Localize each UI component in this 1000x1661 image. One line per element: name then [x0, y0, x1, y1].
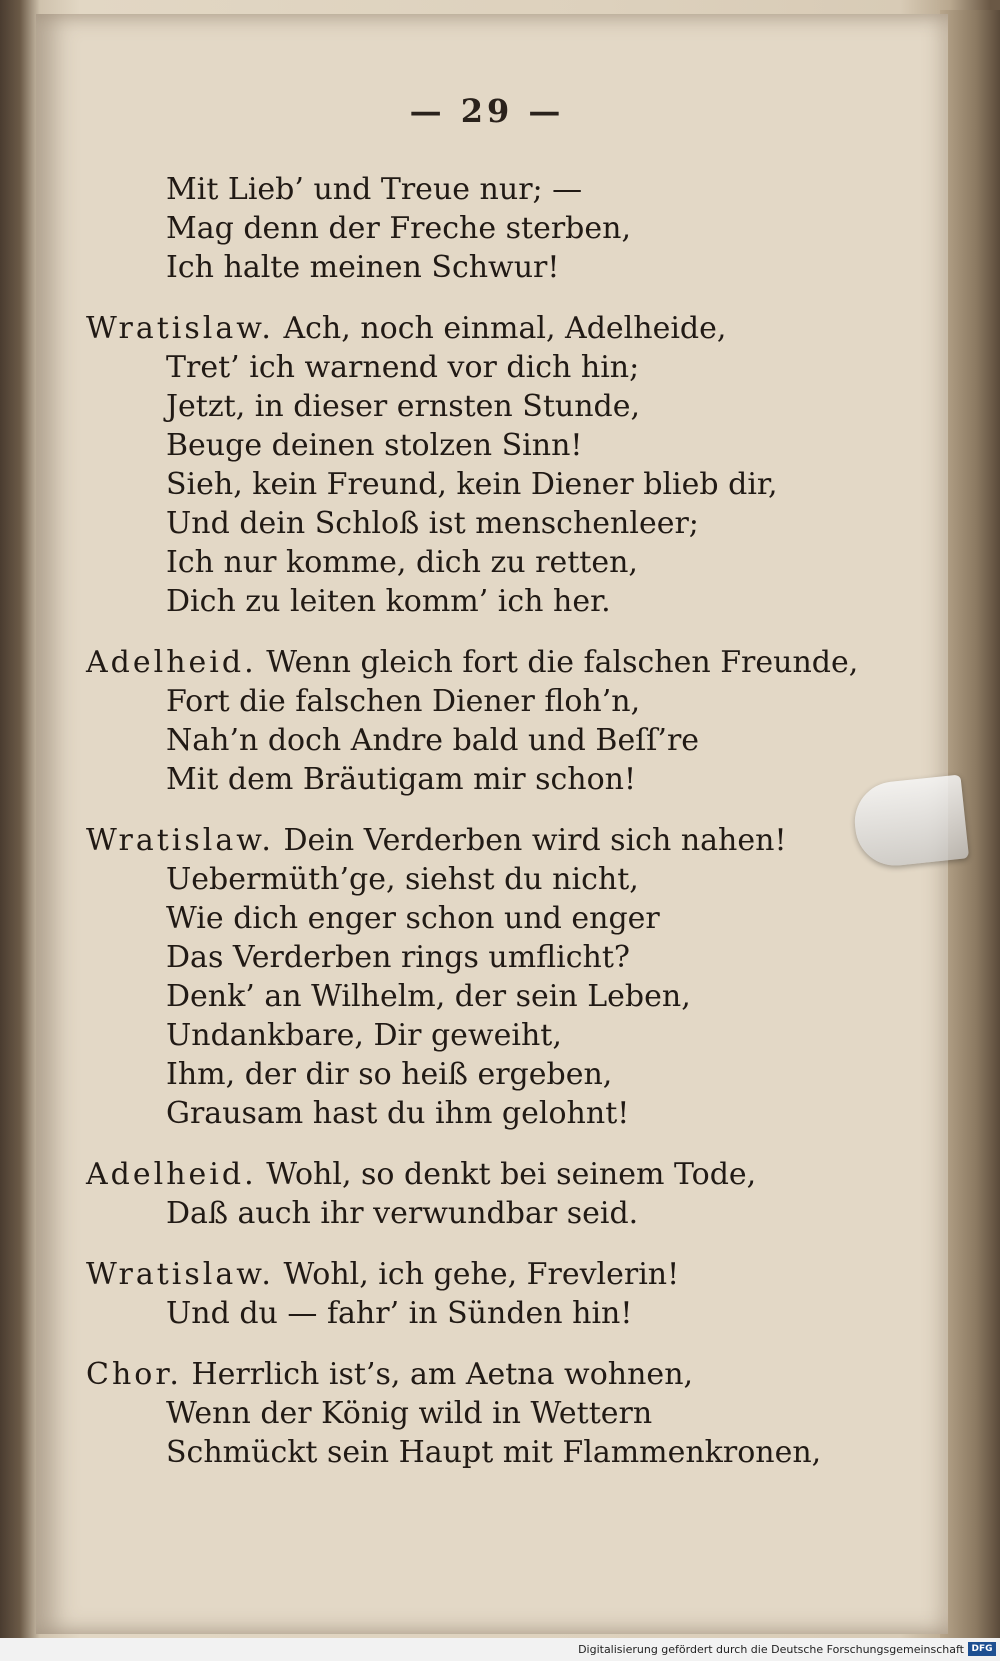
- speaker-name: Wratislaw.: [86, 311, 274, 346]
- digitization-credit: Digitalisierung gefördert durch die Deutsche Forschungsgemeinschaft: [578, 1643, 964, 1656]
- verse-line: [86, 1194, 916, 1233]
- verse-text: Herrlich ist’s, am Aetna wohnen,: [191, 1357, 694, 1392]
- verse-text: Beuge deinen stolzen Sinn!: [166, 428, 583, 463]
- page-number: — 29 —: [409, 92, 565, 130]
- verse-line: [86, 1433, 916, 1472]
- verse-text: Wohl, so denkt bei seinem Tode,: [266, 1157, 757, 1192]
- verse-line: [86, 348, 916, 387]
- verse-line: [86, 309, 916, 348]
- stanza: [86, 1155, 916, 1233]
- verse-text: Jetzt, in dieser ernsten Stunde,: [166, 389, 641, 424]
- stanza: [86, 309, 916, 621]
- verse-line: [86, 821, 916, 860]
- stanza: [86, 170, 916, 287]
- verse-line: [86, 721, 916, 760]
- verse-line: [86, 582, 916, 621]
- verse-line: [86, 1016, 916, 1055]
- verse-text: Wie dich enger schon und enger: [166, 901, 660, 936]
- verse-line: [86, 1355, 916, 1394]
- verse-line: [86, 1255, 916, 1294]
- verse-line: [86, 860, 916, 899]
- speaker-name: Chor.: [86, 1357, 182, 1392]
- verse-text: Wenn gleich fort die falschen Freunde,: [266, 645, 859, 680]
- verse-text: Grausam hast du ihm gelohnt!: [166, 1096, 630, 1131]
- verse-line: [86, 170, 916, 209]
- verse-line: [86, 1294, 916, 1333]
- stanza: [86, 821, 916, 1133]
- dfg-logo: DFG: [968, 1642, 996, 1656]
- verse-line: [86, 426, 916, 465]
- verse-text: Sieh, kein Freund, kein Diener blieb dir,: [166, 467, 778, 502]
- verse-text: Mag denn der Freche sterben,: [166, 211, 631, 246]
- verse-line: [86, 209, 916, 248]
- verse-text: Uebermüth’ge, siehst du nicht,: [166, 862, 639, 897]
- verse-text: Dich zu leiten komm’ ich her.: [166, 584, 611, 619]
- verse-text: Mit Lieb’ und Treue nur; —: [166, 172, 583, 207]
- verse-text: Das Verderben rings umflicht?: [166, 940, 631, 975]
- verse-text: Mit dem Bräutigam mir schon!: [166, 762, 637, 797]
- verse-text: Undankbare, Dir geweiht,: [166, 1018, 562, 1053]
- verse-line: [86, 977, 916, 1016]
- verse-line: [86, 248, 916, 287]
- speaker-name: Wratislaw.: [86, 823, 274, 858]
- verse-text: Ach, noch einmal, Adelheide,: [283, 311, 727, 346]
- verse-text: Und du — fahr’ in Sünden hin!: [166, 1296, 633, 1331]
- verse-text: Tret’ ich warnend vor dich hin;: [166, 350, 640, 385]
- stanza: [86, 1255, 916, 1333]
- speaker-name: Adelheid.: [86, 1157, 257, 1192]
- verse-text: Wenn der König wild in Wettern: [166, 1396, 653, 1431]
- verse-line: [86, 465, 916, 504]
- verse-line: [86, 1055, 916, 1094]
- stanza: [86, 643, 916, 799]
- verse-line: [86, 504, 916, 543]
- verse-text: Und dein Schloß ist menschenleer;: [166, 506, 699, 541]
- verse-text: Daß auch ihr verwundbar seid.: [166, 1196, 639, 1231]
- stanza: [86, 1355, 916, 1472]
- verse-line: [86, 938, 916, 977]
- verse-text: Nah’n doch Andre bald und Beſſ’re: [166, 723, 700, 758]
- verse-line: [86, 1094, 916, 1133]
- speaker-name: Wratislaw.: [86, 1257, 274, 1292]
- verse-line: [86, 1394, 916, 1433]
- verse-text: Fort die falschen Diener floh’n,: [166, 684, 641, 719]
- verse-line: [86, 387, 916, 426]
- verse-text: Schmückt sein Haupt mit Flammenkronen,: [166, 1435, 822, 1470]
- verse-line: [86, 760, 916, 799]
- verse-line: [86, 543, 916, 582]
- poem-text: [86, 170, 916, 1494]
- verse-text: Ich nur komme, dich zu retten,: [166, 545, 638, 580]
- verse-line: [86, 1155, 916, 1194]
- verse-text: Denk’ an Wilhelm, der sein Leben,: [166, 979, 691, 1014]
- verse-line: [86, 643, 916, 682]
- verse-text: Ich halte meinen Schwur!: [166, 250, 560, 285]
- verse-line: [86, 899, 916, 938]
- verse-text: Ihm, der dir so heiß ergeben,: [166, 1057, 613, 1092]
- verse-text: Dein Verderben wird sich nahen!: [283, 823, 787, 858]
- verse-line: [86, 682, 916, 721]
- verse-text: Wohl, ich gehe, Frevlerin!: [283, 1257, 680, 1292]
- speaker-name: Adelheid.: [86, 645, 257, 680]
